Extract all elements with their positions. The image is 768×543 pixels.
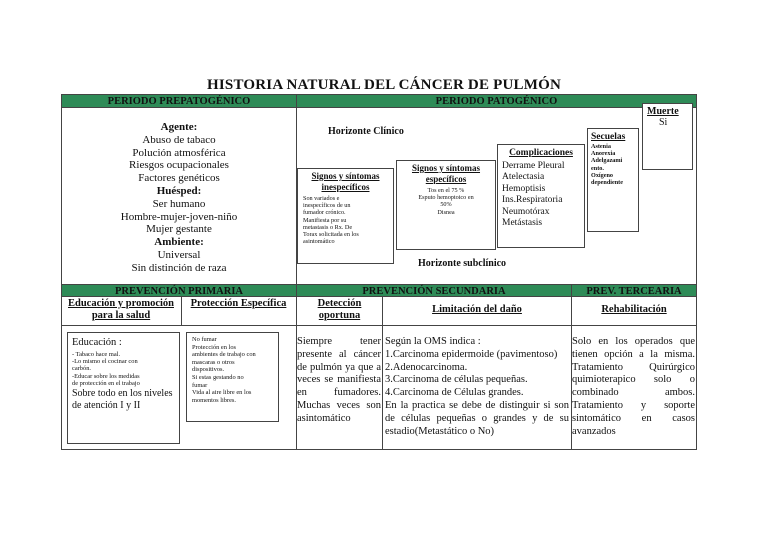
limitacion-content: [385, 336, 569, 438]
especificos-line: Disnea: [437, 208, 455, 216]
inespecificos-line: Manifiesta por su: [303, 216, 347, 224]
subheader-rehabilitacion: Rehabilitación: [601, 304, 667, 315]
inespecificos-line: inespecíficos de un: [303, 202, 351, 210]
secuelas-title: Secuelas: [591, 132, 626, 142]
complicaciones-item: Metástasis: [502, 218, 543, 229]
limitacion-line: 4.Carcinoma de Células grandes.: [385, 387, 524, 399]
secuelas-line: Adelgazami: [591, 157, 623, 165]
box-inespecificos: [297, 168, 394, 264]
muerte-title: Muerte: [647, 106, 679, 117]
proteccion-line: fumar: [192, 381, 208, 389]
horizonte-clinico: Horizonte Clínico: [328, 126, 404, 137]
muerte-value: Si: [659, 117, 668, 128]
header-prepatogenico: PERIODO PREPATOGÉNICO: [61, 94, 297, 108]
rehabilitacion-text: Solo en los operados que tienen opción a la misma. Tratamiento Quirúrgico quimioterapico solo o combinado ambos. Tratamiento y soporte sintomático en casos avanzados: [572, 336, 695, 437]
secuelas-line: Anorexia: [591, 150, 616, 158]
secuelas-line: Astenia: [591, 143, 611, 150]
proteccion-line: ambientes de trabajo con: [192, 351, 256, 359]
complicaciones-title: Complicaciones: [509, 148, 573, 158]
subheader-proteccion: Protección Específica: [190, 298, 287, 309]
agente-label: Agente:: [160, 121, 198, 133]
limitacion-line: 3.Carcinoma de células pequeñas.: [385, 374, 528, 386]
proteccion-line: Si estas gestando no: [192, 373, 244, 381]
divider-vertical: [181, 297, 182, 326]
secuelas-line: Oxígeno: [591, 171, 614, 179]
header-prevencion-terciaria: PREV. TERCEARIA: [571, 284, 697, 297]
page-title: HISTORIA NATURAL DEL CÁNCER DE PULMÓN: [207, 77, 561, 93]
especificos-line: 50%: [440, 201, 452, 209]
educacion-line: de protección en el trabajo: [72, 379, 140, 387]
divider-vertical: [382, 297, 383, 450]
box-especificos: [396, 160, 496, 250]
agente-item: Polución atmosférica: [132, 146, 226, 159]
huesped-item: Mujer gestante: [146, 223, 212, 236]
ambiente-item: Universal: [157, 248, 201, 261]
complicaciones-item: Atelectasia: [502, 172, 545, 183]
ambiente-item: Sin distinción de raza: [131, 261, 227, 274]
huesped-label: Huésped:: [156, 184, 202, 197]
box-proteccion: [186, 332, 279, 422]
complicaciones-item: Ins.Respiratoria: [502, 195, 563, 206]
limitacion-tail: En la practica se debe de distinguir si son de células pequeñas o grandes y de su estadio(Metastático o No): [385, 399, 569, 437]
secuelas-line: ento.: [591, 164, 604, 172]
educacion-line: -Lo mismo el cocinar con: [72, 358, 138, 366]
inespecificos-line: Son variados e: [303, 195, 340, 202]
complicaciones-item: Derrame Pleural: [502, 161, 565, 171]
deteccion-text: Siempre tener presente al cáncer de pulmón ya que a veces se manifiesta en fumadores. Muchas veces son asintomático: [297, 336, 381, 424]
proteccion-line: momentos libres.: [192, 396, 237, 404]
inespecificos-line: metastasis o Rx. De: [303, 223, 353, 231]
agente-item: Factores genéticos: [138, 172, 220, 185]
especificos-title: Signos y síntomas específicos: [411, 163, 481, 184]
proteccion-line: No fumar: [192, 336, 217, 343]
limitacion-line: 2.Adenocarcinoma.: [385, 361, 468, 373]
ambiente-label: Ambiente:: [154, 236, 204, 249]
limitacion-line: Según la OMS indica :: [385, 336, 481, 347]
educacion-line: - Tabaco hace mal.: [72, 351, 121, 358]
box-educacion: [67, 332, 180, 444]
header-prevencion-secundaria: PREVENCIÓN SECUNDARIA: [296, 284, 572, 297]
inespecificos-line: fumador crónico.: [303, 209, 346, 217]
divider-horizontal: [61, 325, 697, 326]
educacion-line: carbón.: [72, 365, 91, 373]
secuelas-line: dependiente: [591, 179, 623, 187]
box-muerte: [642, 103, 693, 170]
header-prevencion-primaria: PREVENCIÓN PRIMARIA: [61, 284, 297, 297]
header-patogenico: PERIODO PATOGÉNICO: [296, 94, 697, 108]
huesped-item: Hombre-mujer-joven-niño: [120, 210, 238, 223]
especificos-line: Esputo hemoptoico en: [418, 194, 474, 202]
inespecificos-line: Torax solicitada en los: [303, 231, 359, 239]
subheader-deteccion: Detección oportuna: [317, 298, 362, 321]
horizonte-subclinico: Horizonte subclínico: [418, 258, 507, 269]
educacion-heading: Educación :: [72, 337, 122, 348]
box-complicaciones: [497, 144, 585, 248]
prepatogenico-content: [62, 121, 296, 275]
huesped-item: Ser humano: [152, 197, 206, 210]
box-secuelas: [587, 128, 639, 232]
inespecificos-line: asintomático: [303, 238, 335, 246]
agente-item: Riesgos ocupacionales: [129, 159, 229, 172]
agente-item: Abuso de tabaco: [142, 133, 216, 146]
educacion-line: -Educar sobre los medidas: [72, 372, 140, 380]
subheader-limitacion: Limitación del daño: [432, 304, 522, 315]
limitacion-line: 1.Carcinoma epidermoide (pavimentoso): [385, 348, 558, 360]
proteccion-line: Protección en los: [192, 343, 237, 351]
complicaciones-item: Hemoptisis: [502, 183, 546, 194]
proteccion-line: dispositivos.: [192, 366, 225, 374]
complicaciones-item: Neumotórax: [502, 206, 550, 217]
proteccion-line: mascaras o otros: [192, 358, 235, 366]
especificos-line: Tos en el 75 %: [427, 187, 465, 194]
educacion-tail: Sobre todo en los niveles de atención I y II: [72, 388, 173, 412]
inespecificos-title: Signos y síntomas inespecíficos: [311, 171, 380, 192]
subheader-educacion: Educación y promoción para la salud: [68, 298, 174, 321]
proteccion-line: Vida al aire libre en los: [192, 389, 252, 397]
